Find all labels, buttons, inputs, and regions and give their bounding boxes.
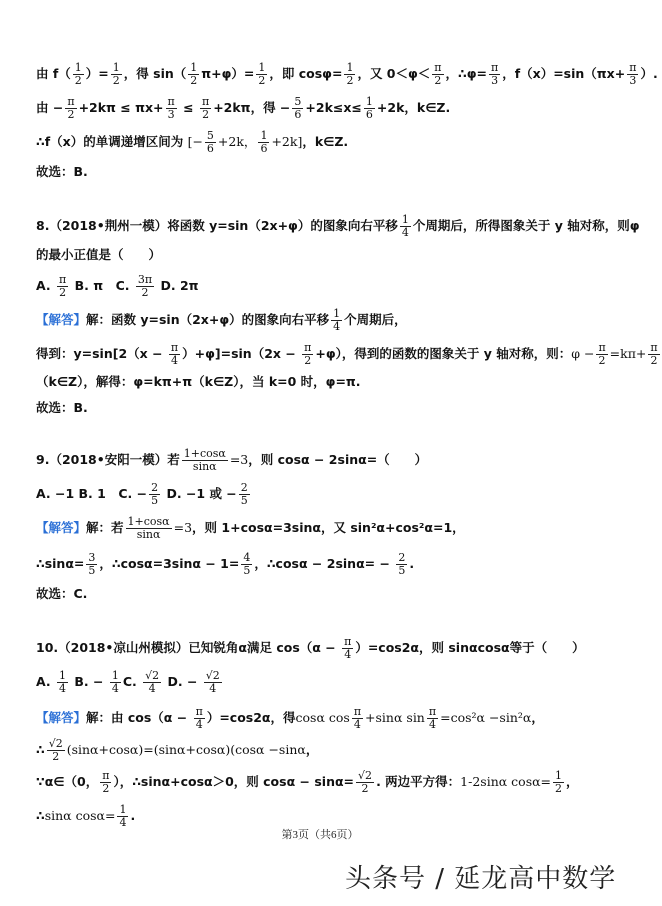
question-10-solution-3: ∵α∈（0， $\frac{\pi}{2}$ ），∴sinα+cosα＞0，则 cosα − sinα= $\frac{√2}{2}$ . 两边平方得：1-2sinα cosα= $\frac{1}{2}$ ， bbox=[36, 769, 579, 795]
question-9-options: A. −1 B. 1 C. − $\frac{2}{5}$ D. −1 或 − $\frac{2}{5}$ bbox=[36, 481, 248, 507]
question-9-answer: 故选：C. bbox=[36, 586, 88, 601]
question-8-answer: 故选：B. bbox=[36, 400, 88, 415]
question-10-solution-1: 【解答】解：由 cos（α − $\frac{\pi}{4}$ ）=cos2α，得cosα cos $\frac{\pi}{4}$ +sinα sin $\frac{\pi}{4}$ =cos²α −sin²α， bbox=[36, 705, 544, 731]
question-8-solution-3: （k∈Z），解得：φ=kπ+π（k∈Z），当 k=0 时，φ=π. bbox=[36, 374, 361, 389]
solution-line-1: 由 f（ $\frac{1}{2}$ ）= $\frac{1}{2}$ ，得 sin（ $\frac{1}{2}$ π+φ）= $\frac{1}{2}$ ，即 cosφ= $\frac{1}{2}$ ，又 0＜φ＜ $\frac{\pi}{2}$ ，∴φ= $\frac{\pi}{3}$ ，f（x）=sin（πx+ $\frac{\pi}{3}$ ）. bbox=[36, 61, 658, 87]
question-8-solution-1: 【解答】解：函数 y=sin（2x+φ）的图象向右平移 $\frac{1}{4}$ 个周期后， bbox=[36, 307, 407, 333]
question-10-solution-2: ∴ $\frac{√2}{2}$ (sinα+cosα)=(sinα+cosα)(cosα −sinα， bbox=[36, 737, 319, 763]
question-8-stem-cont: 的最小正值是（ ） bbox=[36, 247, 162, 262]
question-10-solution-4: ∴sinα cosα= $\frac{1}{4}$ . bbox=[36, 803, 136, 829]
answer-tag: 【解答】 bbox=[36, 710, 87, 725]
question-9-solution-1: 【解答】解：若 $\frac{1+\cos\alpha}{\sin\alpha}$ =3，则 1+cosα=3sinα，又 sin²α+cos²α=1， bbox=[36, 515, 465, 541]
question-9-stem: 9.（2018•安阳一模）若 $\frac{1+\cos\alpha}{\sin\alpha}$ =3，则 cosα − 2sinα=（ ） bbox=[36, 447, 428, 473]
answer-tag: 【解答】 bbox=[36, 520, 87, 535]
page-footer: 第3页（共6页） bbox=[281, 829, 359, 841]
question-8-solution-2: 得到：y=sin[2（x − $\frac{\pi}{4}$ ）+φ]=sin（2x − $\frac{\pi}{2}$ +φ），得到的函数的图象关于 y 轴对称，则：φ − $\frac{\pi}{2}$ =kπ+ $\frac{\pi}{2}$ bbox=[36, 341, 658, 367]
question-9-solution-2: ∴sinα= $\frac{3}{5}$ ，∴cosα=3sinα − 1= $\frac{4}{5}$ ，∴cosα − 2sinα= − $\frac{2}{5}$ . bbox=[36, 551, 415, 577]
question-10-stem: 10.（2018•凉山州模拟）已知锐角α满足 cos（α − $\frac{\pi}{4}$ ）=cos2α，则 sinαcosα等于（ ） bbox=[36, 635, 585, 661]
answer-tag: 【解答】 bbox=[36, 312, 87, 327]
watermark: 头条号 / 延龙高中数学 bbox=[345, 864, 617, 894]
solution-line-2: 由 − $\frac{\pi}{2}$ +2kπ ≤ πx+ $\frac{\pi}{3}$ ≤ $\frac{\pi}{2}$ +2kπ，得 − $\frac{5}{6}$ +2k≤x≤ $\frac{1}{6}$ +2k，k∈Z. bbox=[36, 95, 451, 121]
question-8-stem: 8.（2018•荆州一模）将函数 y=sin（2x+φ）的图象向右平移 $\frac{1}{4}$ 个周期后，所得图象关于 y 轴对称，则φ bbox=[36, 213, 640, 239]
answer-line: 故选：B. bbox=[36, 164, 88, 179]
question-10-options: A. $\frac{1}{4}$ B. − $\frac{1}{4}$ C. $\frac{√2}{4}$ D. − $\frac{√2}{4}$ bbox=[36, 669, 220, 695]
question-8-options: A. $\frac{\pi}{2}$ B. π C. $\frac{3\pi}{2}$ D. 2π bbox=[36, 273, 199, 299]
solution-line-3: ∴f（x）的单调递增区间为 [− $\frac{5}{6}$ +2k， $\frac{1}{6}$ +2k]，k∈Z. bbox=[36, 129, 349, 155]
